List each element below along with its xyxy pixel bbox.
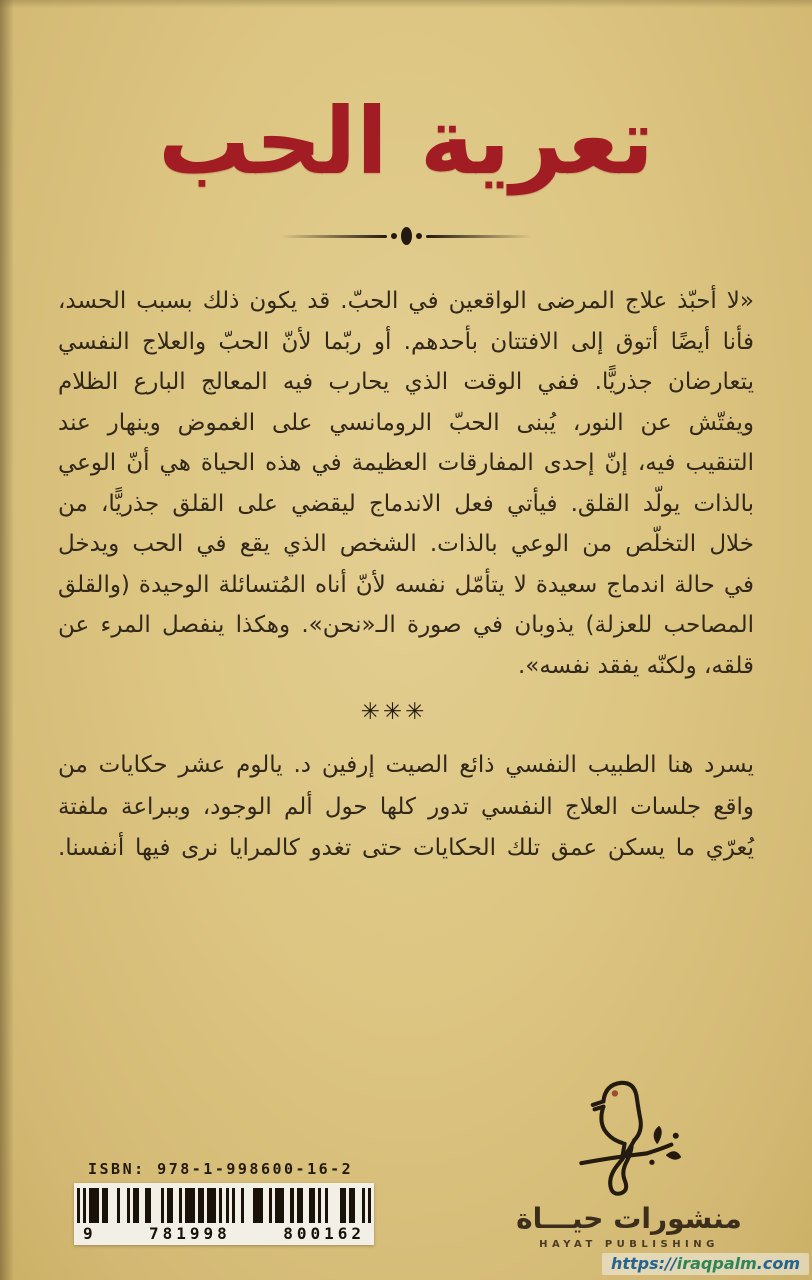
- quote-line: «لا أحبّذ علاج المرضى الواقعين في الحبّ. قد يكون ذلك بسبب الحسد،: [58, 288, 754, 314]
- divider-gem-icon: [401, 227, 412, 245]
- publisher-name-arabic: منشورات حيـــاة: [516, 1202, 742, 1236]
- quote-line: فأنا أيضًا أتوق إلى الافتتان بأحدهم. أو ربّما لأنّ الحبّ والعلاج النفسي: [58, 328, 754, 355]
- barcode-bars: [77, 1188, 371, 1223]
- section-divider-asterisks: ✳✳✳: [360, 699, 428, 725]
- barcode-gap: [328, 1188, 340, 1223]
- barcode-digit-group: 9: [83, 1224, 97, 1243]
- barcode-digit-group: 781998: [149, 1224, 231, 1243]
- isbn-label: ISBN: 978-1-998600-16-2: [88, 1160, 354, 1178]
- quote-line: بالذات يولّد القلق. فيأتي فعل الاندماج ليقضي على القلق جذريًّا، من: [58, 490, 754, 517]
- watermark-protocol: https://: [610, 1254, 677, 1273]
- isbn-area: [74, 1160, 376, 1245]
- top-edge-shadow: [0, 0, 812, 8]
- blurb-line: يسرد هنا الطبيب النفسي ذائع الصيت إرفين د. يالوم عشر حكايات من: [58, 752, 754, 778]
- barcode-label: [74, 1183, 374, 1245]
- quote-line: التنقيب فيه، إنّ إحدى المفارقات العظيمة في هذه الحياة هي أنّ الوعي: [58, 450, 754, 476]
- publisher-name-english: HAYAT PUBLISHING: [539, 1239, 719, 1250]
- barcode-gap: [244, 1188, 253, 1223]
- barcode-bar: [275, 1188, 284, 1223]
- book-title: تعرية الحب: [158, 88, 654, 195]
- watermark-tld: .com: [756, 1254, 800, 1273]
- barcode-digits: [77, 1223, 371, 1243]
- quote-line: المصاحب للعزلة) يذوبان في صورة الـ«نحن». وهكذا ينفصل المرء عن: [58, 612, 754, 638]
- quote-line: في حالة اندماج سعيدة لا يتأمّل نفسه لأنّ أناه المُتسائلة الوحيدة (والقلق: [58, 571, 754, 598]
- barcode-digit-group: 800162: [283, 1224, 365, 1243]
- quote-line: قلقه، ولكنّه يفقد نفسه».: [517, 652, 754, 679]
- divider-dot-right: [416, 233, 422, 239]
- publisher-logo-block: [514, 1074, 744, 1250]
- barcode-bar: [368, 1188, 371, 1223]
- quote-line: ويفتّش عن النور، يُبنى الحبّ الرومانسي على الغموض وينهار عند: [58, 409, 754, 436]
- barcode-bar: [185, 1188, 194, 1223]
- barcode-gap: [151, 1188, 160, 1223]
- watermark-url: [602, 1253, 809, 1275]
- divider-line-right: [426, 235, 533, 238]
- divider-line-left: [280, 235, 387, 238]
- quote-line: خلال التخلّص من الوعي بالذات. الشخص الذي يقع في الحب ويدخل: [58, 531, 754, 557]
- watermark-domain: iraqpalm: [676, 1254, 757, 1273]
- barcode-bar: [89, 1188, 98, 1223]
- barcode-bar: [253, 1188, 262, 1223]
- barcode-bar: [207, 1188, 216, 1223]
- barcode-gap: [108, 1188, 117, 1223]
- bird-on-branch-icon: [565, 1074, 693, 1202]
- quote-line: يتعارضان جذريًّا. ففي الوقت الذي يحارب فيه المعالج البارع الظلام: [58, 369, 754, 395]
- blurb-line: يُعرّي ما يسكن عمق تلك الحكايات حتى تغدو كالمرايا نرى فيها أنفسنا.: [58, 835, 754, 861]
- blurb-line: واقع جلسات العلاج النفسي تدور كلها حول ألم الوجود، وببراعة ملفتة: [58, 793, 754, 820]
- divider-dot-left: [391, 233, 397, 239]
- back-cover-quote: [58, 281, 754, 686]
- back-cover-blurb: [58, 745, 754, 870]
- title-divider-ornament: [280, 226, 532, 246]
